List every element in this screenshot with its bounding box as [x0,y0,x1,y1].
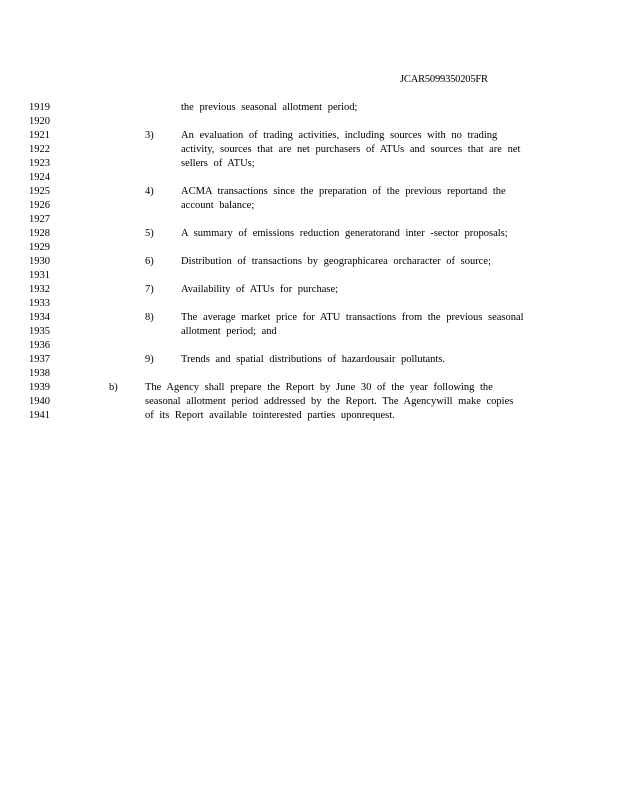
line-number: 1919 [29,102,50,113]
list-marker: 3) [145,130,154,141]
line-number: 1925 [29,186,50,197]
list-item-line: Distribution of transactions by geographicarea orcharacter of source; [181,256,491,267]
line-number: 1938 [29,368,50,379]
list-item-line: sellers of ATUs; [181,158,255,169]
list-marker: 5) [145,228,154,239]
list-item-line: account balance; [181,200,255,211]
line-number: 1921 [29,130,50,141]
list-item-line: Availability of ATUs for purchase; [181,284,339,295]
line-number: 1934 [29,312,50,323]
line-number: 1923 [29,158,50,169]
list-item-line: activity, sources that are net purchasers of ATUs and sources that are net [181,144,521,155]
subsection-marker: b) [109,382,118,393]
line-number: 1939 [29,382,50,393]
line-number: 1932 [29,284,50,295]
document-id: JCAR5099350205FR [400,74,488,85]
line-number: 1929 [29,242,50,253]
line-number: 1936 [29,340,50,351]
list-marker: 6) [145,256,154,267]
list-item-line: An evaluation of trading activities, including sources with no trading [181,130,498,141]
list-marker: 7) [145,284,154,295]
line-number: 1941 [29,410,50,421]
list-marker: 4) [145,186,154,197]
list-marker: 9) [145,354,154,365]
list-item-line: The average market price for ATU transactions from the previous seasonal [181,312,524,323]
line-number: 1933 [29,298,50,309]
subsection-line: of its Report available tointerested parties uponrequest. [145,410,395,421]
line-number: 1924 [29,172,50,183]
list-marker: 8) [145,312,154,323]
line-number: 1931 [29,270,50,281]
continuation-line: the previous seasonal allotment period; [181,102,358,113]
line-number: 1922 [29,144,50,155]
line-number: 1937 [29,354,50,365]
list-item-line: A summary of emissions reduction generatorand inter -sector proposals; [181,228,508,239]
line-number: 1920 [29,116,50,127]
subsection-line: seasonal allotment period addressed by the Report. The Agencywill make copies [145,396,514,407]
list-item-line: Trends and spatial distributions of hazardousair pollutants. [181,354,446,365]
line-number: 1926 [29,200,50,211]
subsection-line: The Agency shall prepare the Report by June 30 of the year following the [145,382,493,393]
line-number: 1935 [29,326,50,337]
list-item-line: ACMA transactions since the preparation of the previous reportand the [181,186,506,197]
list-item-line: allotment period; and [181,326,277,337]
line-number: 1927 [29,214,50,225]
line-number: 1930 [29,256,50,267]
line-number: 1928 [29,228,50,239]
line-number: 1940 [29,396,50,407]
